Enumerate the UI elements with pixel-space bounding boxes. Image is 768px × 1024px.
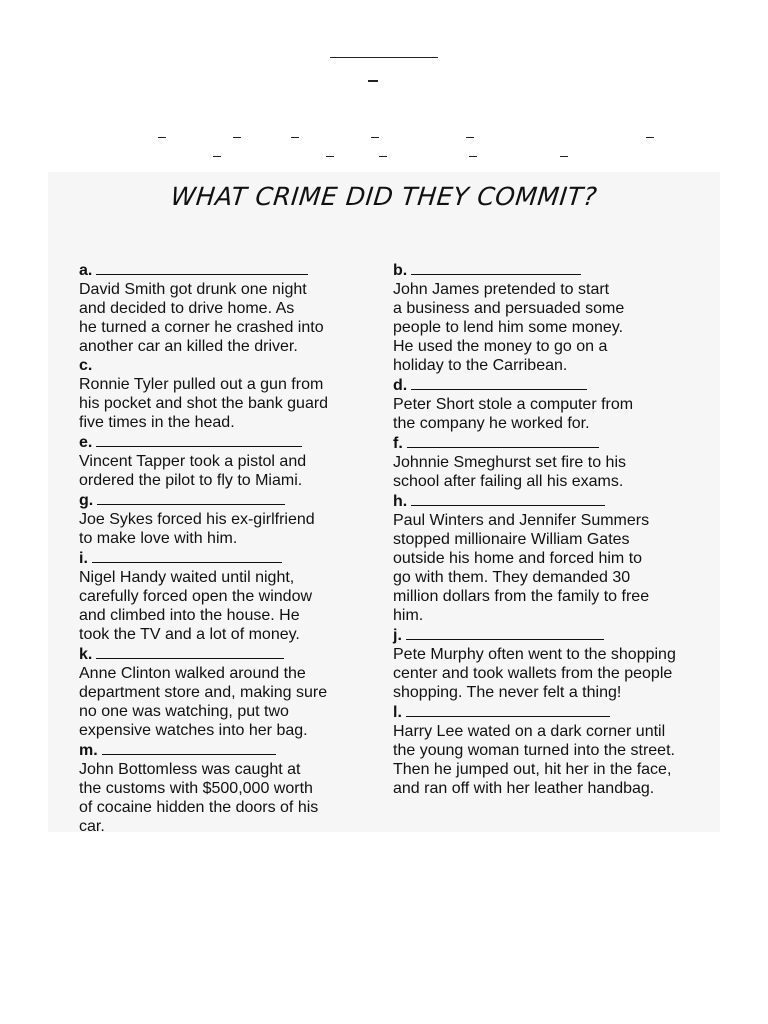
answer-blank[interactable] (406, 702, 610, 717)
header-dash (469, 156, 477, 157)
item-letter: g. (79, 492, 94, 509)
item-letter: i. (79, 550, 88, 567)
item-text-line: to make love with him. (79, 530, 238, 547)
item-letter: k. (79, 646, 93, 663)
item-text-line: no one was watching, put two (79, 703, 289, 720)
answer-blank[interactable] (407, 433, 599, 448)
right-column (393, 260, 713, 798)
item-text-line: and decided to drive home. As (79, 300, 295, 317)
item-text-line: another car an killed the driver. (79, 338, 298, 355)
item-text-line: five times in the head. (79, 414, 235, 431)
header-dash (371, 137, 379, 138)
header-dash (368, 80, 378, 82)
item-text-line: holiday to the Carribean. (393, 357, 568, 374)
answer-blank[interactable] (411, 491, 605, 506)
header-dash (158, 137, 166, 138)
crime-item-c (79, 356, 379, 432)
item-text-line: took the TV and a lot of money. (79, 626, 300, 643)
item-text-line: expensive watches into her bag. (79, 722, 308, 739)
header-dash (379, 156, 387, 157)
crime-item-g (79, 490, 379, 548)
item-text-line: of cocaine hidden the doors of his (79, 799, 319, 816)
header-dash (213, 156, 221, 157)
header-dash (466, 137, 474, 138)
answer-blank[interactable] (411, 260, 581, 275)
item-text-line: and ran off with her leather handbag. (393, 780, 655, 797)
item-text-line: Johnnie Smeghurst set fire to his (393, 454, 627, 471)
item-text-line: ordered the pilot to fly to Miami. (79, 472, 303, 489)
header-dash (646, 137, 654, 138)
answer-blank[interactable] (102, 740, 276, 755)
item-text-line: his pocket and shot the bank guard (79, 395, 329, 412)
crime-item-l (393, 702, 713, 798)
item-text-line: Anne Clinton walked around the (79, 665, 306, 682)
item-text-line: go with them. They demanded 30 (393, 569, 631, 586)
item-letter: l. (393, 704, 402, 721)
crime-item-i (79, 548, 379, 644)
item-letter: d. (393, 377, 408, 394)
item-text-line: carefully forced open the window (79, 588, 313, 605)
item-text-line: Nigel Handy waited until night, (79, 569, 295, 586)
crime-item-d (393, 375, 713, 433)
item-text-line: Paul Winters and Jennifer Summers (393, 512, 650, 529)
item-text-line: John Bottomless was caught at (79, 761, 301, 778)
crime-item-e (79, 432, 379, 490)
worksheet-title: WHAT CRIME DID THEY COMMIT? (169, 182, 599, 211)
item-text-line: and climbed into the house. He (79, 607, 300, 624)
item-text-line: people to lend him some money. (393, 319, 624, 336)
crime-item-f (393, 433, 713, 491)
header-dash (291, 137, 299, 138)
item-text-line: He used the money to go on a (393, 338, 608, 355)
header-dash (560, 156, 568, 157)
item-text-line: he turned a corner he crashed into (79, 319, 324, 336)
crime-item-a (79, 260, 379, 356)
item-text-line: Joe Sykes forced his ex-girlfriend (79, 511, 315, 528)
item-text-line: the young woman turned into the street. (393, 742, 675, 759)
answer-blank[interactable] (97, 490, 285, 505)
item-text-line: him. (393, 607, 424, 624)
item-text-line: Then he jumped out, hit her in the face, (393, 761, 672, 778)
item-letter: b. (393, 262, 408, 279)
left-column (79, 260, 379, 836)
item-text-line: center and took wallets from the people (393, 665, 673, 682)
item-text-line: Pete Murphy often went to the shopping (393, 646, 676, 663)
crime-item-m (79, 740, 379, 836)
item-letter: f. (393, 435, 403, 452)
item-letter: e. (79, 434, 93, 451)
item-text-line: outside his home and forced him to (393, 550, 643, 567)
answer-blank[interactable] (96, 260, 308, 275)
answer-blank[interactable] (96, 432, 302, 447)
crime-item-b (393, 260, 713, 375)
header-rule (330, 57, 438, 58)
item-letter: j. (393, 627, 402, 644)
item-text-line: Ronnie Tyler pulled out a gun from (79, 376, 324, 393)
item-text-line: the customs with $500,000 worth (79, 780, 313, 797)
item-text-line: Peter Short stole a computer from (393, 396, 634, 413)
item-text-line: John James pretended to start (393, 281, 610, 298)
answer-blank[interactable] (406, 625, 604, 640)
item-text-line: car. (79, 818, 105, 835)
crime-item-k (79, 644, 379, 740)
item-letter: a. (79, 262, 93, 279)
item-text-line: school after failing all his exams. (393, 473, 624, 490)
crime-item-h (393, 491, 713, 625)
item-text-line: Vincent Tapper took a pistol and (79, 453, 307, 470)
item-text-line: a business and persuaded some (393, 300, 625, 317)
item-letter: m. (79, 742, 98, 759)
answer-blank[interactable] (92, 548, 282, 563)
answer-blank[interactable] (411, 375, 587, 390)
item-text-line: Harry Lee wated on a dark corner until (393, 723, 666, 740)
item-letter: c. (79, 357, 93, 374)
item-text-line: shopping. The never felt a thing! (393, 684, 622, 701)
header-dash (233, 137, 241, 138)
crime-item-j (393, 625, 713, 702)
item-text-line: department store and, making sure (79, 684, 328, 701)
item-text-line: million dollars from the family to free (393, 588, 650, 605)
item-letter: h. (393, 493, 408, 510)
item-text-line: David Smith got drunk one night (79, 281, 307, 298)
item-text-line: stopped millionaire William Gates (393, 531, 630, 548)
header-dash (326, 156, 334, 157)
answer-blank[interactable] (96, 644, 284, 659)
item-text-line: the company he worked for. (393, 415, 590, 432)
